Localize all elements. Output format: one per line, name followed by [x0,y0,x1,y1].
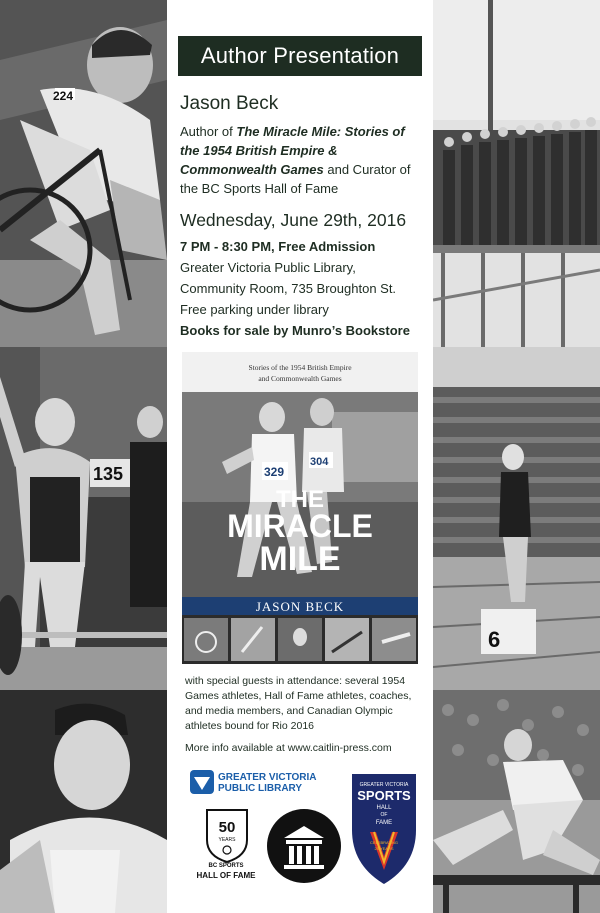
gvs-line5: FAME [375,820,393,826]
library-building-logo [266,808,342,884]
lift-number-card: 135 [93,464,124,484]
lane-number: 6 [488,627,501,652]
book-title-miracle: MIRACLE [227,508,373,544]
hall-years-label: YEARS [218,837,236,843]
book-author: JASON BECK [255,599,345,614]
weightlifter-photo [0,347,167,690]
author-desc-suffix: and Curator of the BC Sports Hall of Fame [180,162,411,196]
book-title-the: THE [276,486,324,513]
hall-years-number: 50 [218,819,236,836]
cyclist-bib-number: 224 [53,89,74,103]
gv-sports-hall-of-fame-logo [348,770,420,888]
event-books-for-sale: Books for sale by Munro’s Bookstore [180,323,410,338]
book-cover [182,352,418,664]
event-venue-line2: Community Room, 735 Broughton St. [180,281,397,296]
more-info-text: More info available at www.caitlin-press.com [185,742,392,754]
author-description [180,122,425,198]
special-guests-text: with special guests in attendance: several 1954 Games athletes, Hall of Fame athletes, coaches, and media members, and Canadian Olympic athletes bound for Rio 2016 [185,675,412,732]
cyclist-photo [0,0,167,347]
gvs-line6: CELEBRATING [370,840,398,845]
gvpl-line2: PUBLIC LIBRARY [218,783,303,794]
event-date: Wednesday, June 29th, 2016 [180,210,407,230]
hurdler-photo [433,690,600,913]
gvs-line2: SPORTS [357,788,411,803]
book-title-mile: MILE [259,540,341,578]
event-parking: Free parking under library [180,302,329,317]
book-subtitle-1: Stories of the 1954 British Empire [248,363,352,372]
gvpl-line1: GREATER VICTORIA [218,772,317,783]
book-title-text: The Miracle Mile: Stories of the 1954 British Empire & Commonwealth Games [180,124,405,177]
gvpl-name [218,772,317,794]
hall-line1: BC SPORTS [208,863,244,869]
book-subtitle-2: and Commonwealth Games [258,374,342,383]
hall-line2: HALL OF FAME [196,871,256,880]
gvs-line3: HALL [376,805,392,811]
event-time: 7 PM - 8:30 PM, Free Admission [180,239,376,254]
author-name: Jason Beck [180,93,279,114]
book-bib-2: 304 [310,456,329,468]
hall-of-fame-name [190,862,262,880]
event-banner: Author Presentation [178,36,422,76]
team-on-stand-photo [433,0,600,347]
runner-portrait-photo [0,690,167,913]
swimmer-block-photo [433,347,600,690]
gvs-line4: OF [380,812,388,818]
event-details [180,236,428,341]
book-bib-1: 329 [264,465,285,479]
event-venue-line1: Greater Victoria Public Library, [180,260,356,275]
author-desc-prefix: Author of [180,124,237,139]
gvs-line1: GREATER VICTORIA [359,782,409,788]
gvs-line7: 25 YEARS [374,846,394,851]
